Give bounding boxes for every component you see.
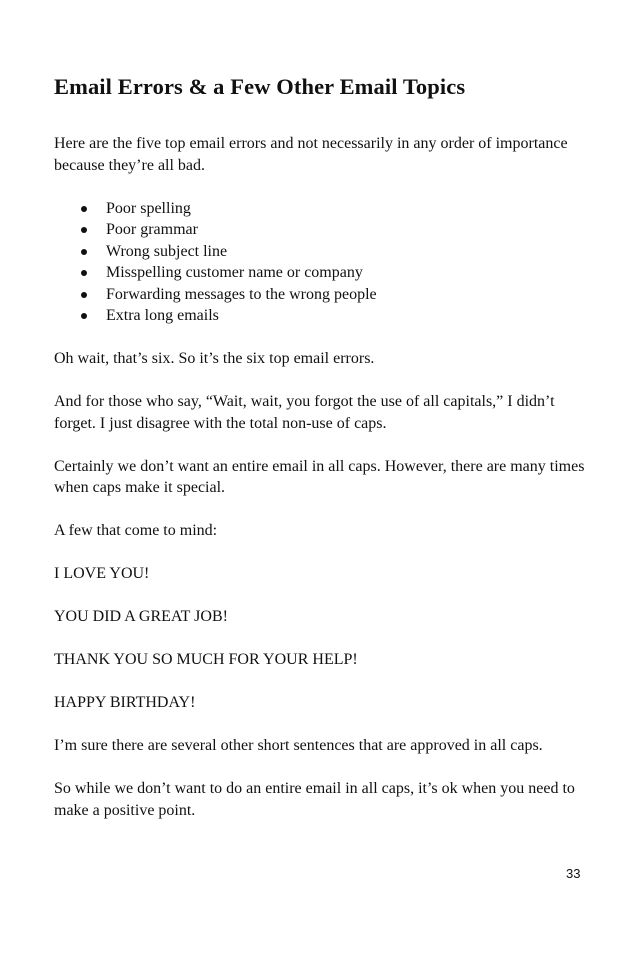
document-body <box>54 133 594 843</box>
bullet-icon <box>81 292 87 298</box>
list-item-text: Misspelling customer name or company <box>106 264 363 281</box>
list-item <box>106 241 594 263</box>
error-list <box>54 198 594 327</box>
example-i-love-you: I LOVE YOU! <box>54 565 150 582</box>
list-item-text: Extra long emails <box>106 307 219 324</box>
list-item-text: Poor spelling <box>106 199 191 217</box>
list-item <box>106 284 594 306</box>
example-great-job: YOU DID A GREAT JOB! <box>54 608 228 625</box>
bullet-icon <box>81 249 87 255</box>
page-number: 33 <box>566 866 581 881</box>
page-title: Email Errors & a Few Other Email Topics <box>54 74 466 99</box>
bullet-icon <box>81 270 87 276</box>
list-item <box>106 305 594 327</box>
bullet-icon <box>81 206 87 212</box>
list-item <box>106 262 594 284</box>
example-happy-birthday: HAPPY BIRTHDAY! <box>54 694 196 711</box>
list-item <box>106 219 594 241</box>
intro-paragraph: Here are the five top email errors and not necessarily in any order of importance because they’re all bad. <box>54 135 568 174</box>
paragraph-six-errors: Oh wait, that’s six. So it’s the six top email errors. <box>54 350 375 367</box>
paragraph-few-examples: A few that come to mind: <box>54 522 218 539</box>
paragraph-capitals: And for those who say, “Wait, wait, you forgot the use of all capitals,” I didn’t forget. I just disagree with the total non-use of caps. <box>54 393 555 432</box>
paragraph-conclusion: So while we don’t want to do an entire email in all caps, it’s ok when you need to make a positive point. <box>54 780 575 819</box>
list-item-text: Wrong subject line <box>106 242 228 260</box>
bullet-icon <box>81 227 87 233</box>
list-item <box>106 198 594 220</box>
paragraph-all-caps: Certainly we don’t want an entire email in all caps. However, there are many times when caps make it special. <box>54 457 585 496</box>
example-thank-you: THANK YOU SO MUCH FOR YOUR HELP! <box>54 651 358 668</box>
list-item-text: Poor grammar <box>106 221 198 238</box>
bullet-icon <box>81 313 87 319</box>
list-item-text: Forwarding messages to the wrong people <box>106 285 377 303</box>
paragraph-other-sentences: I’m sure there are several other short sentences that are approved in all caps. <box>54 737 543 754</box>
